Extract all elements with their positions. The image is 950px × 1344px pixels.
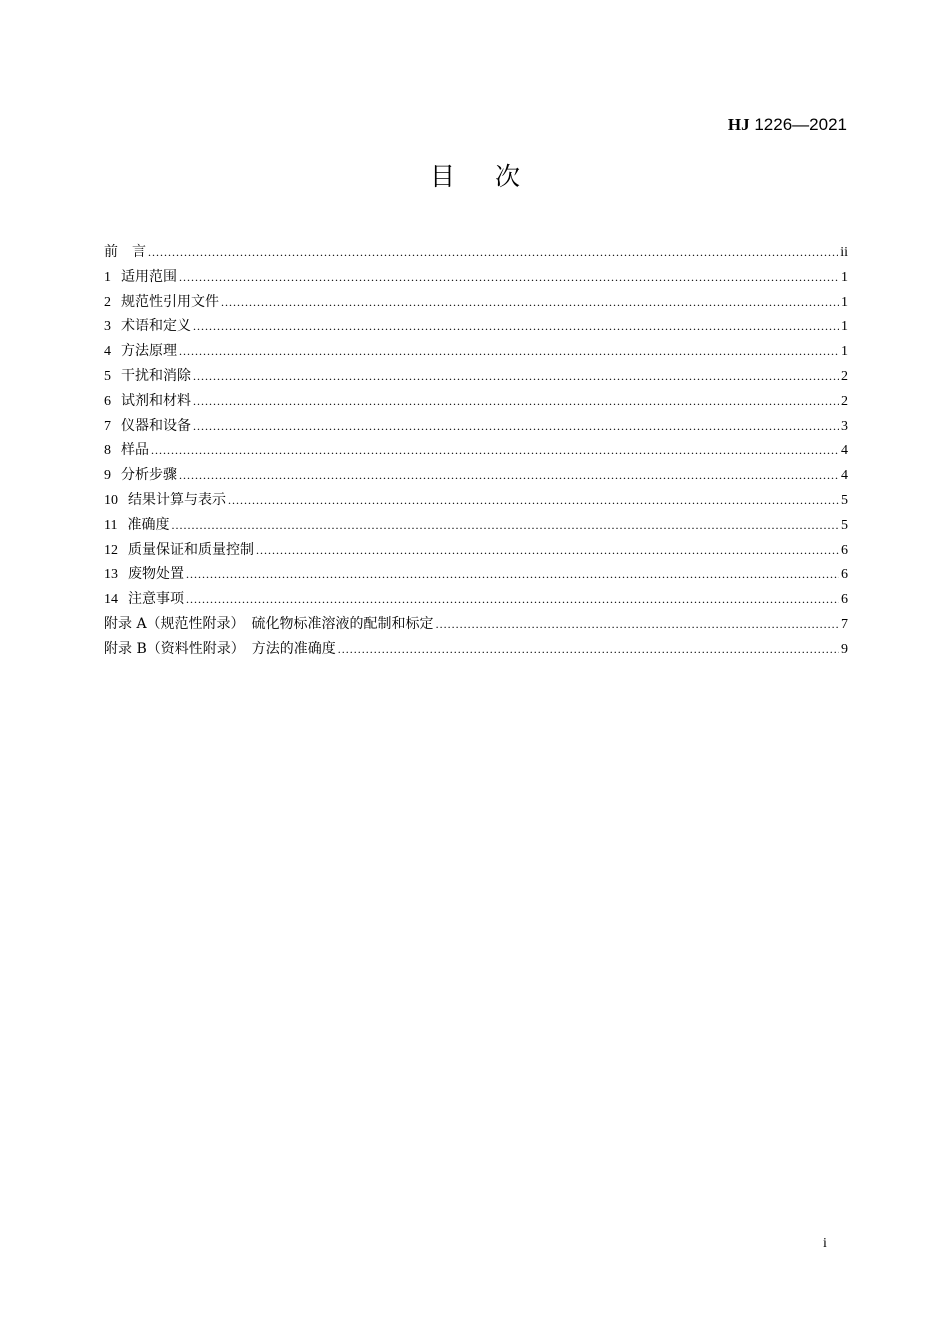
toc-entry-label: 注意事项 — [128, 591, 184, 608]
toc-entry-number: 13 — [104, 567, 118, 583]
toc-entry-page: 4 — [841, 468, 848, 484]
toc-entry-label: 适用范围 — [121, 268, 177, 285]
toc-entry-number: 6 — [104, 393, 111, 409]
toc-entry[interactable] — [104, 587, 848, 612]
toc-leader-dots — [193, 364, 839, 389]
toc-entry[interactable] — [104, 637, 848, 662]
toc-entry-label: 附录 B（资料性附录） 方法的准确度 — [104, 640, 336, 657]
toc-entry-number: 7 — [104, 418, 111, 434]
toc-entry[interactable] — [104, 562, 848, 587]
toc-entry-page: 6 — [841, 542, 848, 558]
toc-entry-page: 2 — [841, 393, 848, 409]
toc-entry-label: 结果计算与表示 — [128, 491, 226, 508]
toc-leader-dots — [186, 562, 839, 587]
toc-entry-number: 3 — [104, 319, 111, 335]
toc-entry-number: 9 — [104, 468, 111, 484]
toc-entry[interactable] — [104, 364, 848, 389]
toc-entry[interactable] — [104, 488, 848, 513]
toc-entry[interactable] — [104, 389, 848, 414]
toc-leader-dots — [256, 538, 839, 563]
toc-entry[interactable] — [104, 240, 848, 265]
toc-entry-page: 1 — [841, 294, 848, 310]
toc-leader-dots — [179, 339, 839, 364]
standard-code-number: 1226—2021 — [749, 115, 847, 134]
toc-entry-page: 5 — [841, 517, 848, 533]
toc-entry-label: 前 言 — [104, 244, 146, 260]
toc-entry-page: 6 — [841, 592, 848, 608]
toc-leader-dots — [186, 587, 839, 612]
toc-entry-label: 废物处置 — [128, 566, 184, 583]
toc-entry-label: 准确度 — [127, 516, 170, 533]
toc-entry-label: 规范性引用文件 — [121, 293, 219, 310]
toc-leader-dots — [179, 463, 839, 488]
toc-leader-dots — [221, 290, 839, 315]
toc-entry-number: 1 — [104, 269, 111, 285]
toc-entry-label: 方法原理 — [121, 343, 177, 360]
toc-entry[interactable] — [104, 314, 848, 339]
toc-leader-dots — [193, 314, 839, 339]
toc-entry[interactable] — [104, 438, 848, 463]
toc-leader-dots — [436, 612, 839, 637]
standard-code-prefix: HJ — [727, 115, 750, 134]
toc-entry-page: 2 — [841, 368, 848, 384]
toc-entry-label: 术语和定义 — [121, 318, 191, 335]
toc-entry-number: 11 — [104, 517, 118, 533]
standard-code — [728, 114, 847, 136]
toc-entry-page: ii — [840, 245, 848, 260]
toc-leader-dots — [171, 513, 839, 538]
toc-entry-page: 4 — [841, 443, 848, 459]
toc-title: 目次 — [429, 162, 560, 191]
toc-leader-dots — [338, 637, 839, 662]
toc-entry-page: 3 — [841, 418, 848, 434]
toc-entry-number: 10 — [104, 492, 118, 508]
toc-leader-dots — [148, 240, 838, 265]
toc-entry-page: 1 — [841, 344, 848, 360]
toc-entry-number: 2 — [104, 294, 111, 310]
toc-entry[interactable] — [104, 290, 848, 315]
toc-leader-dots — [228, 488, 839, 513]
toc-leader-dots — [193, 414, 839, 439]
toc-entry-number: 12 — [104, 542, 118, 558]
toc-entry-label: 质量保证和质量控制 — [128, 541, 254, 558]
toc-entry-number: 14 — [104, 592, 118, 608]
toc-entry-label: 样品 — [121, 442, 149, 459]
toc-entry[interactable] — [104, 538, 848, 563]
toc-entry-number: 4 — [104, 344, 111, 360]
toc-leader-dots — [151, 438, 839, 463]
toc-entry-page: 5 — [841, 492, 848, 508]
toc-entry-page: 9 — [841, 641, 848, 657]
toc-entry-label: 干扰和消除 — [121, 367, 191, 384]
toc-entry-page: 7 — [841, 616, 848, 632]
toc-entry-label: 仪器和设备 — [121, 417, 191, 434]
toc-entry[interactable] — [104, 513, 848, 538]
toc-entry-number: 8 — [104, 443, 111, 459]
toc-entry-label: 试剂和材料 — [121, 392, 191, 409]
toc-entry-number: 5 — [104, 368, 111, 384]
toc-entry-page: 1 — [841, 269, 848, 285]
toc-leader-dots — [193, 389, 839, 414]
toc-entry[interactable] — [104, 612, 848, 637]
toc-list — [104, 240, 848, 662]
toc-entry-page: 6 — [841, 567, 848, 583]
toc-entry-label: 分析步骤 — [121, 467, 177, 484]
toc-entry[interactable] — [104, 463, 848, 488]
toc-leader-dots — [179, 265, 839, 290]
toc-entry[interactable] — [104, 414, 848, 439]
toc-entry-page: 1 — [841, 319, 848, 335]
toc-entry[interactable] — [104, 265, 848, 290]
toc-entry[interactable] — [104, 339, 848, 364]
toc-entry-label: 附录 A（规范性附录） 硫化物标准溶液的配制和标定 — [104, 615, 434, 632]
page-number: i — [823, 1236, 827, 1251]
